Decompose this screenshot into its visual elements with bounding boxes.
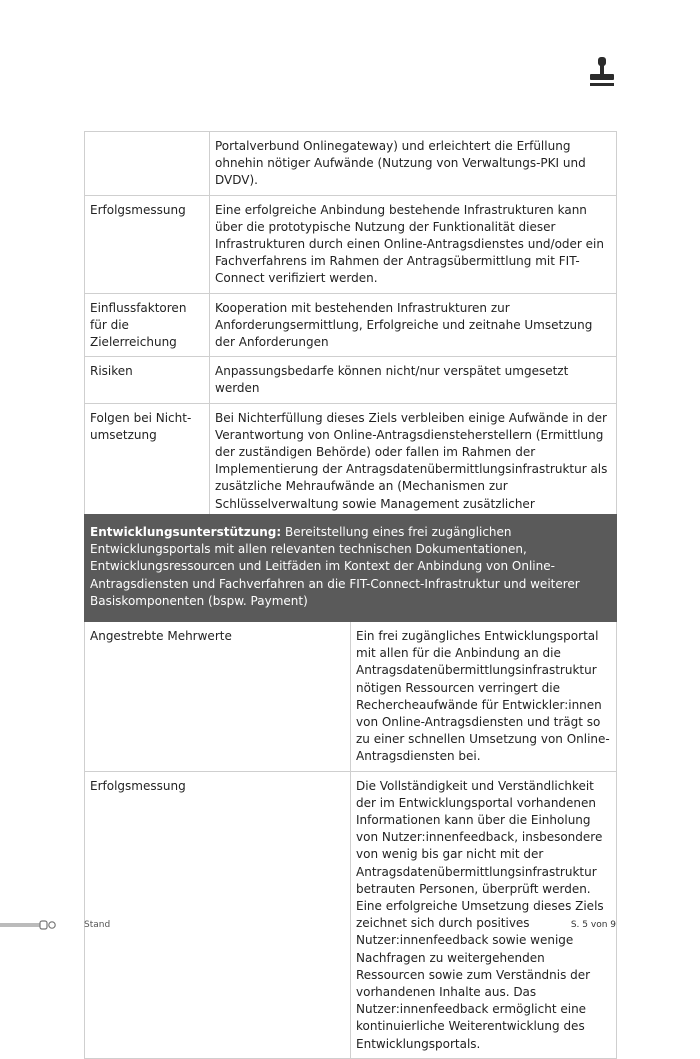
row-label: Einflussfaktoren für die Zielerreichung [85,293,210,357]
goal-header [85,515,617,622]
table-header-row [85,515,617,622]
footer-stand: Stand [84,920,111,930]
row-label [85,132,210,196]
row-text: Ein frei zugängliches Entwicklungsportal mit allen für die Anbindung an die Antragsdatenübermittlungsinfrastruktur nötigen Ressourcen verringert die Rechercheaufwände für Entwickler:innen von Online-Antragsdiensten und trägt so zu einer schnellen Umsetzung von Online-Antragsdiensten bei. [351,622,617,772]
row-text: Kooperation mit bestehenden Infrastrukturen zur Anforderungsermittlung, Erfolgreiche und zeitnahe Umsetzung der Anforderungen [210,293,617,357]
table-row [85,357,617,403]
row-label: Risiken [85,357,210,403]
row-text: Die Vollständigkeit und Verständlichkeit der im Entwicklungsportal vorhandenen Informationen kann über die Einholung von Nutzer:innenfeedback, insbesondere von wenig bis gar nicht mit der Antragsdatenübermittlungsinfrastruktur betrauten Personen, überprüft werden. Eine erfolgreiche Umsetzung dieses Ziels zeichnet sich durch positives Nutzer:innenfeedback sowie wenige Nachfragen zu weitergehenden Ressourcen sowie zum Verständnis der vorhandenen Inhalte aus. Das Nutzer:innenfeedback ermöglicht eine kontinuierliche Weiterentwicklung des Entwicklungsportals. [351,771,617,1058]
table-row [85,195,617,293]
table-row [85,771,617,1058]
stamp-icon [588,56,616,88]
row-label: Erfolgsmessung [85,771,351,1058]
row-text: Anpassungsbedarfe können nicht/nur verspätet umgesetzt werden [210,357,617,403]
row-text: Portalverbund Onlinegateway) und erleichtert die Erfüllung ohnehin nötiger Aufwände (Nutzung von Verwaltungs-PKI und DVDV). [210,132,617,196]
footer-decoration-icon [0,920,56,930]
table-row [85,132,617,196]
page-number: S. 5 von 9 [570,920,616,930]
goal-table-continued [84,131,617,536]
goal-table-development-support [84,514,617,1059]
row-label: Angestrebte Mehrwerte [85,622,351,772]
row-text: Eine erfolgreiche Anbindung bestehende Infrastrukturen kann über die prototypische Nutzung der Funktionalität dieser Infrastrukturen durch einen Online-Antragsdienstes und/oder ein Fachverfahrens im Rahmen der Antragsübermittlung mit FIT-Connect verifiziert werden. [210,195,617,293]
table-row [85,622,617,772]
table-row [85,293,617,357]
goal-title: Entwicklungsunterstützung: [90,525,282,539]
row-text: Bei Nichterfüllung dieses Ziels verbleiben einige Aufwände in der Verantwortung von Online-Antragsdiensteherstellern (Ermittlung der zuständigen Behörde) oder fallen im Rahmen der Implementierung der Antragsdatenübermittlungsinfrastruktur als zusätzliche Mehraufwände an (Mechanismen zur Schlüsselverwaltung sowie Management zusätzlicher [210,403,617,535]
goal-description: Bereitstellung eines frei zugänglichen Entwicklungsportals mit allen relevanten technischen Dokumentationen, Entwicklungsressourcen und Leitfäden im Kontext der Anbindung von Online-Antragsdiensten und Fachverfahren an die FIT-Connect-Infrastruktur und weiterer Basiskomponenten (bspw. Payment) [90,525,580,608]
row-label: Erfolgsmessung [85,195,210,293]
row-label: Folgen bei Nicht-umsetzung [85,403,210,535]
